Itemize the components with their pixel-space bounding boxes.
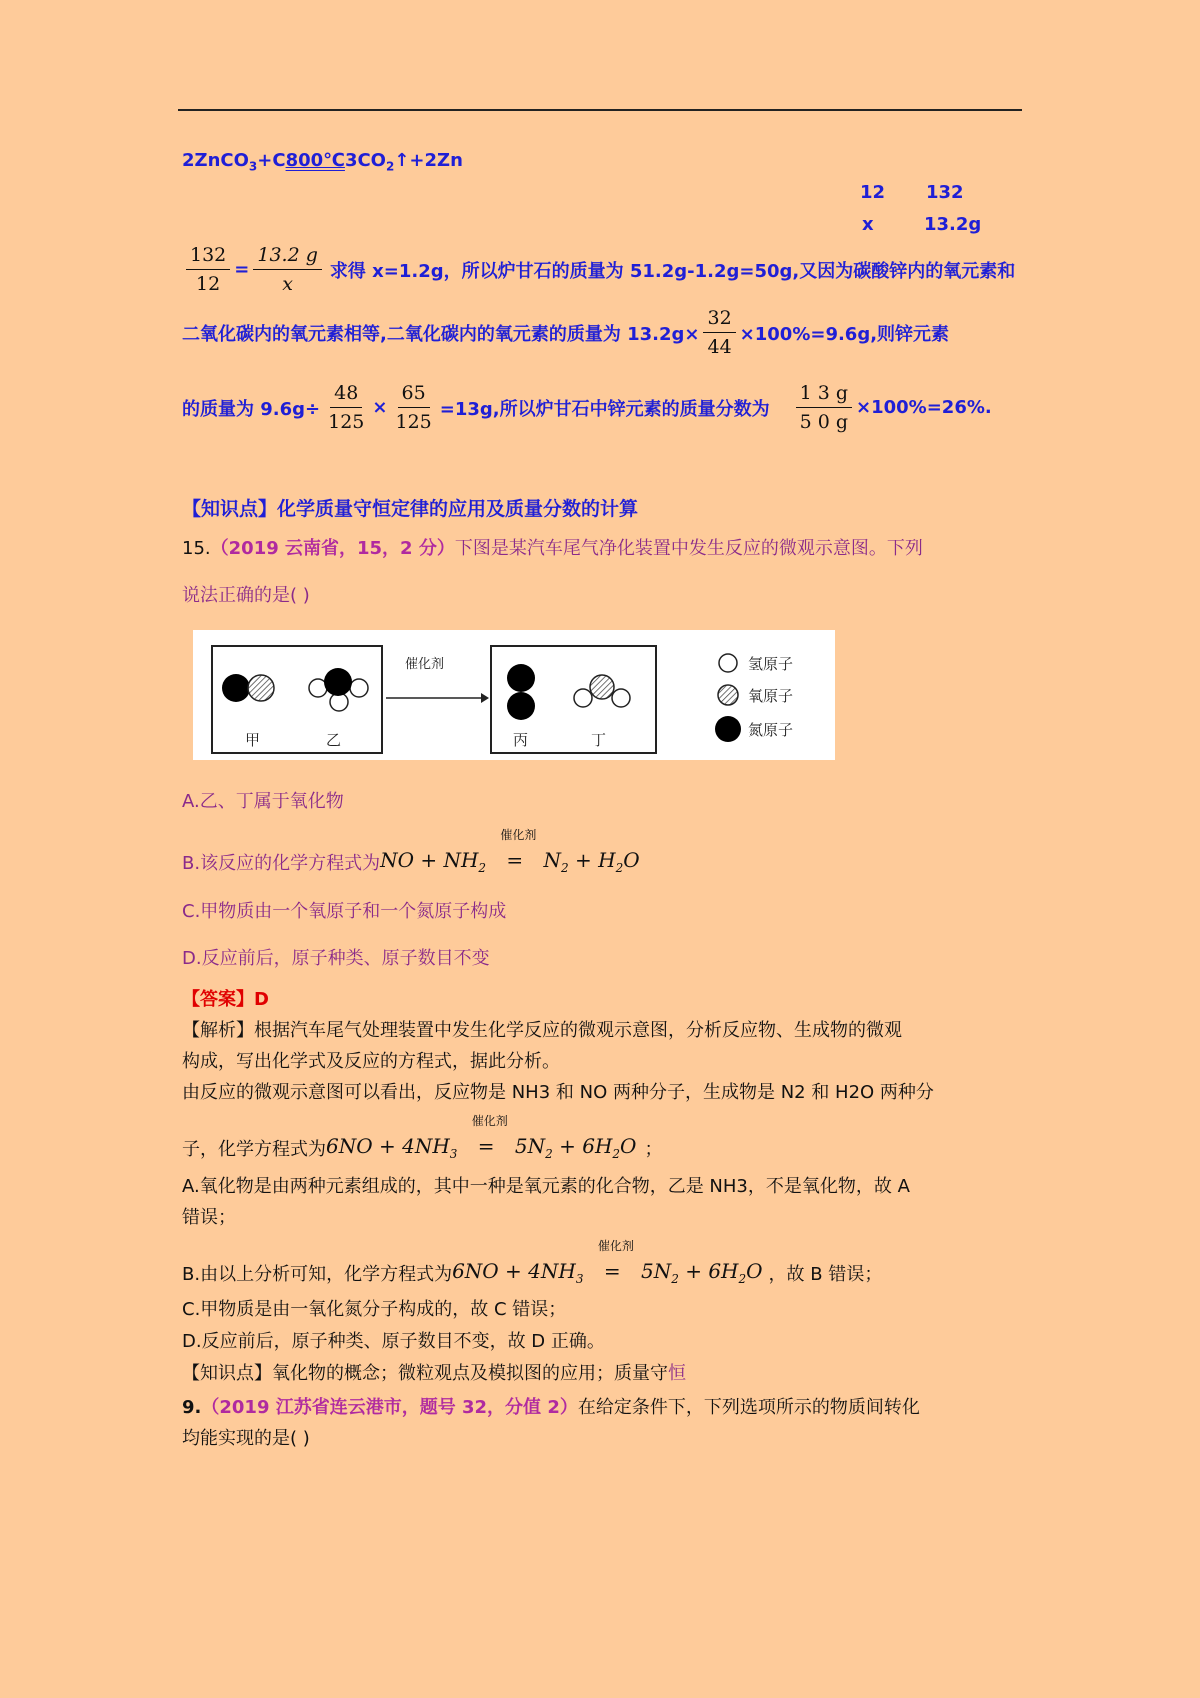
analysis-line-2: 构成，写出化学式及反应的方程式，据此分析。 [182,1051,560,1072]
ratio-row-1b: 132 [926,182,964,203]
question-9-line-2: 均能实现的是( ) [182,1428,310,1449]
label-yi: 乙 [326,731,342,749]
question-15-line-1: 15.（2019 云南省，15，2 分）下图是某汽车尾气净化装置中发生反应的微观示意图。下列 [182,538,923,559]
explanation-a-1: A.氧化物是由两种元素组成的，其中一种是氧元素的化合物，乙是 NH3，不是氧化物，故 A [182,1176,910,1197]
fraction: $\frac{132}{12}$ [186,244,230,295]
option-b: B.该反应的化学方程式为 NO + $NH_2$ 催化剂 = $N_2 + H_2O$ [182,828,640,875]
arrow-label: 催化剂 [405,657,445,672]
explanation-c: C.甲物质是由一氧化氮分子构成的，故 C 错误； [182,1299,567,1320]
explanation-b-equation: $6NO + 4NH_3$ 催化剂 = $5N_2 + 6H_2O$ [452,1239,763,1286]
option-b-equation: NO + $NH_2$ 催化剂 = $N_2 + H_2O$ [380,828,640,875]
solution-line-3: 的质量为 9.6g÷ $\frac{48}{125}$ × $\frac{65}{125}$ =13g,所以炉甘石中锌元素的质量分数为 $\frac{1 3 g}{5 0 g}$ ×100%=26%. [182,382,992,433]
reaction-diagram [193,630,835,760]
ratio-row-2b: 13.2g [924,214,982,235]
chemical-equation: $2ZnCO_3+C800℃3CO_2↑+2Zn$ [182,150,463,174]
question-15-line-2: 说法正确的是( ) [182,585,310,606]
analysis-line-4: 子，化学方程式为 $6NO + 4NH_3$ 催化剂 = $5N_2 + 6H_2O$ ； [182,1114,663,1161]
solution-line-2: 二氧化碳内的氧元素相等,二氧化碳内的氧元素的质量为 13.2g× $\frac{32}{44}$ ×100%=9.6g,则锌元素 [182,307,950,358]
explanation-d: D.反应前后，原子种类、原子数目不变，故 D 正确。 [182,1331,605,1352]
option-d: D.反应前后，原子种类、原子数目不变 [182,948,490,969]
option-a: A.乙、丁属于氧化物 [182,791,344,812]
legend-oxygen: 氧原子 [748,687,794,705]
fraction: $\frac{32}{44}$ [703,307,735,358]
label-bing: 丙 [513,731,529,749]
explanation-b: B.由以上分析可知，化学方程式为 $6NO + 4NH_3$ 催化剂 = $5N_2 + 6H_2O$ ，故 B 错误； [182,1239,883,1286]
explanation-a-2: 错误； [182,1207,236,1228]
knowledge-point-1: 【知识点】化学质量守恒定律的应用及质量分数的计算 [182,498,639,520]
question-9-line-1: 9.（2019 江苏省连云港市，题号 32，分值 2）在给定条件下，下列选项所示的物质间转化 [182,1397,920,1418]
full-equation: $6NO + 4NH_3$ 催化剂 = $5N_2 + 6H_2O$ [326,1114,637,1161]
analysis-line-3: 由反应的微观示意图可以看出，反应物是 NH3 和 NO 两种分子，生成物是 N2 和 H2O 两种分 [182,1082,934,1103]
ratio-row-2: x [862,214,874,235]
ratio-row-1: 12 [860,182,886,203]
solution-line-1: $\frac{132}{12}$ = $\frac{13.2 g}{x}$ 求得 x=1.2g，所以炉甘石的质量为 51.2g-1.2g=50g,又因为碳酸锌内的氧元素和 [182,244,1015,295]
answer: 【答案】D [182,989,269,1010]
header-rule [178,109,1022,111]
fraction: $\frac{1 3 g}{5 0 g}$ [796,382,852,433]
label-jia: 甲 [245,731,261,749]
fraction: $\frac{48}{125}$ [328,382,365,433]
option-c: C.甲物质由一个氧原子和一个氮原子构成 [182,901,507,922]
legend-hydrogen: 氢原子 [748,655,794,673]
fraction: $\frac{65}{125}$ [395,382,432,433]
legend-nitrogen: 氮原子 [748,721,794,739]
fraction: $\frac{13.2 g}{x}$ [253,244,322,295]
analysis-line-1: 【解析】根据汽车尾气处理装置中发生化学反应的微观示意图，分析反应物、生成物的微观 [182,1020,902,1041]
knowledge-point-2: 【知识点】氧化物的概念；微粒观点及模拟图的应用；质量守恒 [182,1363,686,1384]
label-ding: 丁 [591,731,607,749]
